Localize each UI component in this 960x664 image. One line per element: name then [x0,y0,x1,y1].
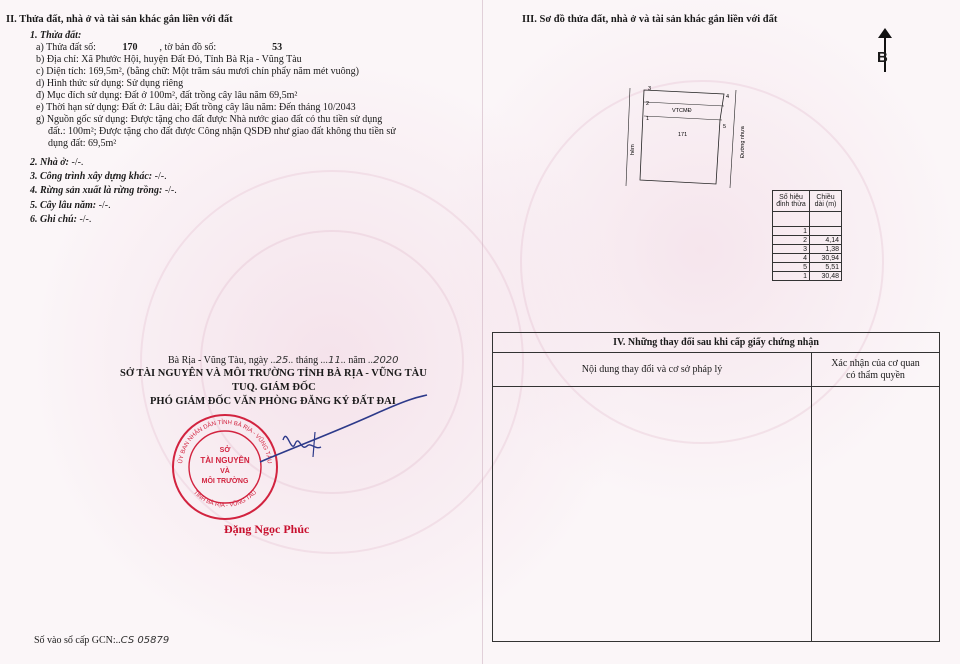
svg-text:TỈNH BÀ RỊA - VŨNG TÀU [192,490,258,509]
deputy-title: PHÓ GIÁM ĐỐC VĂN PHÒNG ĐĂNG KÝ ĐẤT ĐAI [150,396,396,407]
gcn-label: Số vào sổ cấp GCN: [34,635,116,646]
s4-value: -/-. [162,185,177,196]
len-header-point: Số hiệu đỉnh thửa [773,191,810,212]
north-label: B [877,49,888,66]
section-iv-title: IV. Những thay đổi sau khi cấp giấy chứng nhận [493,333,940,353]
line-g3: dụng đất: 69,5m² [48,138,117,149]
parcel-no: 170 [122,42,138,53]
s5-value: -/-. [96,200,111,211]
len-pt: 5 [773,263,810,272]
len-pt: 1 [773,227,810,236]
map-vtcmd: VTCMĐ [672,108,692,114]
line-e: e) Thời hạn sử dụng: Đất ở: Lâu dài; Đất trồng cây lâu năm: Đến tháng 10/2043 [36,102,356,113]
page-fold [482,0,483,664]
map-point-3: 3 [648,86,652,92]
arrow-head-icon [878,28,892,38]
gcn-number: CS 05879 [120,635,170,646]
section-iii-title: III. Sơ đồ thửa đất, nhà ở và tài sản khác gắn liền với đất [522,14,778,25]
s3 [30,171,167,183]
line-a [36,42,282,54]
len-header-length: Chiều dài (m) [810,191,842,212]
date-year: 2020 [373,355,399,366]
s6 [30,214,91,226]
table-row [773,263,842,272]
map-point-5: 5 [723,124,727,130]
map-point-2: 2 [646,101,650,107]
parcel-no-label: a) Thửa đất số: [36,42,96,53]
date-year-label: năm [348,355,366,366]
seal-line4: MÔI TRƯỜNG [201,478,249,485]
s2-label: 2. Nhà ở: [30,157,69,168]
section-ii-title: II. Thửa đất, nhà ở và tài sản khác gắn liền với đất [6,14,233,25]
s4 [30,185,177,197]
seal-line2: TÀI NGUYÊN [200,456,250,465]
s6-label: 6. Ghi chú: [30,214,77,225]
org-name: SỞ TÀI NGUYÊN VÀ MÔI TRƯỜNG TỈNH BÀ RỊA - VŨNG TÀU [120,368,427,379]
map-point-4: 4 [726,94,730,100]
len-val: 1,38 [810,245,842,254]
date-place: Bà Rịa - Vũng Tàu, ngày [168,355,269,366]
s2-value: -/-. [68,157,84,168]
map-sheet-no: 53 [272,42,283,53]
len-pt: 3 [773,245,810,254]
s4-label: 4. Rừng sản xuất là rừng trồng: [30,185,163,196]
seal-ring-bottom: TỈNH BÀ RỊA - VŨNG TÀU [191,489,259,509]
col-confirmation-line1: Xác nhận của cơ quan [831,357,920,369]
date-month: 11 [328,355,341,366]
s1-title: 1. Thửa đất: [30,30,82,41]
len-val: 4,14 [810,236,842,245]
line-g1: g) Nguồn gốc sử dụng: Được tặng cho đất được Nhà nước giao đất có thu tiền sử dụng [36,114,383,125]
table-row [773,254,842,263]
s3-value: -/-. [152,171,167,182]
date-day: 25 [275,355,289,366]
len-pt: 1 [773,272,810,281]
table-row [773,272,842,281]
north-arrow [872,28,898,72]
len-val: 5,51 [810,263,842,272]
change-content-cell [493,387,812,642]
col-confirmation-line2: có thẩm quyền [846,369,905,381]
s2 [30,157,83,169]
line-g2: đất.: 100m²; Được tặng cho đất được Công nhận QSDĐ như giao đất không thu tiền sử [48,126,396,137]
signer-name: Đặng Ngọc Phúc [224,522,310,536]
len-val: 30,94 [810,254,842,263]
len-val: 30,48 [810,272,842,281]
line-d: d) Hình thức sử dụng: Sử dụng riêng [36,78,184,89]
line-c: c) Diện tích: 169,5m², (bằng chữ: Một trăm sáu mươi chín phẩy năm mét vuông) [36,66,359,77]
map-road: Đường nhựa [740,126,746,158]
seal-line3: VÀ [220,468,230,475]
date-month-label: tháng [295,355,319,366]
changes-table [492,332,940,642]
seal-line1: SỞ [219,447,231,454]
line-b: b) Địa chỉ: Xã Phước Hội, huyện Đất Đỏ, Tỉnh Bà Rịa - Vũng Tàu [36,54,302,65]
s5 [30,200,111,212]
edge-length-table [772,190,842,281]
line-dd: đ) Mục đích sử dụng: Đất ở 100m², đất trồng cây lâu năm 69,5m² [36,90,298,101]
len-pt: 4 [773,254,810,263]
map-parcel-label: 171 [678,132,688,138]
seal-ring-top: ỦY BAN NHÂN DÂN TỈNH BÀ RỊA - VŨNG TÀU [178,420,272,465]
map-alley: hẻm [630,144,636,155]
confirmation-cell [812,387,940,642]
col-change-content: Nội dung thay đổi và cơ sở pháp lý [493,353,812,387]
table-row [773,245,842,254]
s5-label: 5. Cây lâu năm: [30,200,97,211]
table-row [773,236,842,245]
signature [255,392,435,472]
len-val [810,227,842,236]
len-pt: 2 [773,236,810,245]
s3-label: 3. Công trình xây dựng khác: [30,171,153,182]
table-row [773,227,842,236]
s6-value: -/-. [76,214,92,225]
col-confirmation [812,353,940,387]
map-sheet-label: , tờ bản đồ số: [159,42,217,53]
parcel-map [620,80,760,190]
tuq-title: TUQ. GIÁM ĐỐC [232,382,316,393]
map-point-1: 1 [646,116,650,122]
date-line: Bà Rịa - Vũng Tàu, ngày ..25.. tháng ...11.. năm ..2020 [168,355,399,366]
gcn-line: Số vào sổ cấp GCN:..CS 05879 [34,635,170,646]
